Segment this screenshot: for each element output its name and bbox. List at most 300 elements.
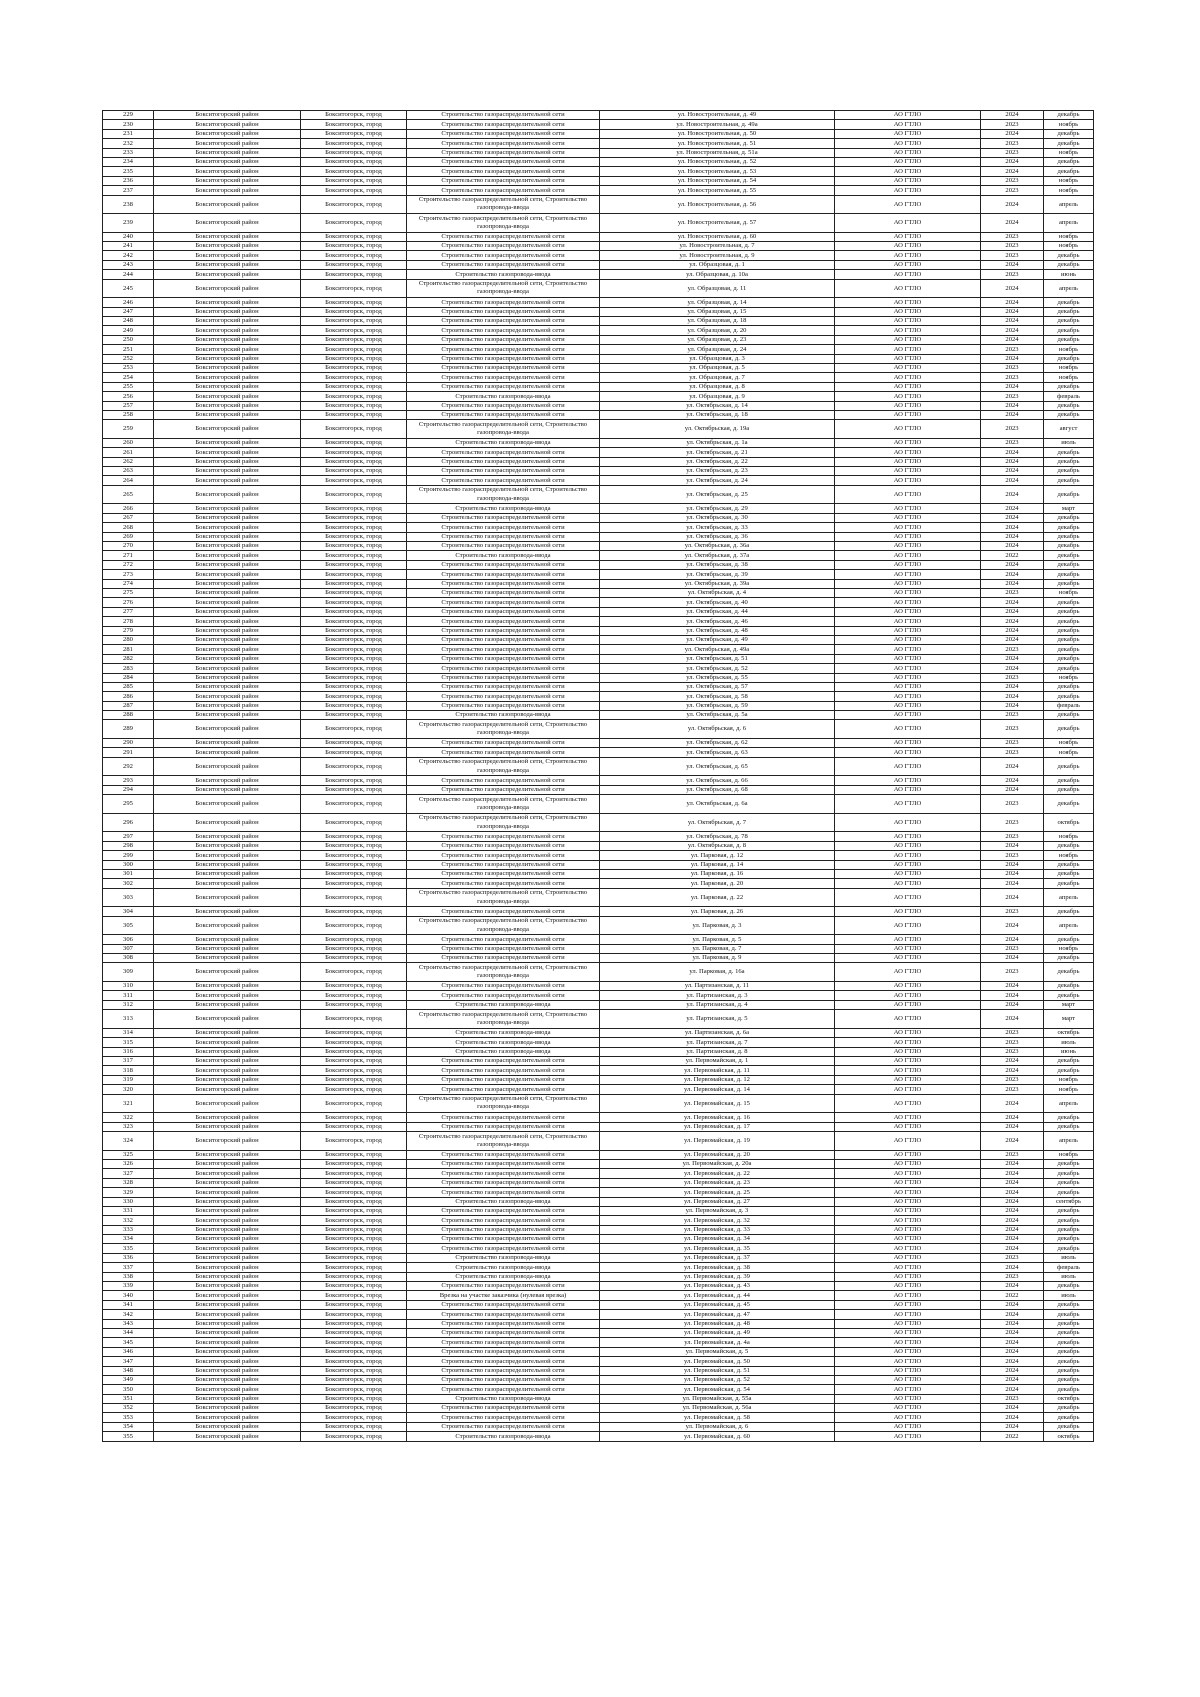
address-cell: ул. Парковая, д. 3 xyxy=(600,916,835,935)
table-row xyxy=(103,692,1094,701)
work-type-cell: Строительство газораспределительной сети xyxy=(407,645,600,654)
contractor-cell: АО ГТЛО xyxy=(835,1394,981,1403)
month-cell: декабрь xyxy=(1044,1235,1094,1244)
work-type-cell: Строительство газораспределительной сети xyxy=(407,382,600,391)
district-cell: Бокситогорский район xyxy=(154,682,301,691)
table-row xyxy=(103,579,1094,588)
settlement-cell: Бокситогорск, город xyxy=(301,1169,407,1178)
year-cell: 2023 xyxy=(981,270,1044,279)
table-row xyxy=(103,1328,1094,1337)
row-number-cell: 269 xyxy=(103,532,154,541)
work-type-cell: Строительство газораспределительной сети xyxy=(407,588,600,597)
month-cell: июнь xyxy=(1044,270,1094,279)
settlement-cell: Бокситогорск, город xyxy=(301,935,407,944)
row-number-cell: 319 xyxy=(103,1075,154,1084)
settlement-cell: Бокситогорск, город xyxy=(301,270,407,279)
row-number-cell: 308 xyxy=(103,954,154,963)
work-type-cell: Строительство газораспределительной сети xyxy=(407,260,600,269)
work-type-cell: Строительство газораспределительной сети xyxy=(407,944,600,953)
settlement-cell: Бокситогорск, город xyxy=(301,832,407,841)
district-cell: Бокситогорский район xyxy=(154,711,301,720)
month-cell: декабрь xyxy=(1044,1319,1094,1328)
year-cell: 2024 xyxy=(981,542,1044,551)
district-cell: Бокситогорский район xyxy=(154,1085,301,1094)
district-cell: Бокситогорский район xyxy=(154,795,301,814)
settlement-cell: Бокситогорск, город xyxy=(301,851,407,860)
year-cell: 2024 xyxy=(981,457,1044,466)
year-cell: 2024 xyxy=(981,1225,1044,1234)
settlement-cell: Бокситогорск, город xyxy=(301,1263,407,1272)
contractor-cell: АО ГТЛО xyxy=(835,457,981,466)
table-row xyxy=(103,1028,1094,1037)
address-cell: ул. Первомайская, д. 14 xyxy=(600,1085,835,1094)
district-cell: Бокситогорский район xyxy=(154,1131,301,1150)
contractor-cell: АО ГТЛО xyxy=(835,317,981,326)
table-row xyxy=(103,626,1094,635)
address-cell: ул. Октябрьская, д. 19а xyxy=(600,420,835,439)
month-cell: октябрь xyxy=(1044,813,1094,832)
table-row xyxy=(103,504,1094,513)
table-row xyxy=(103,851,1094,860)
work-type-cell: Строительство газопровода-ввода xyxy=(407,1272,600,1281)
district-cell: Бокситогорский район xyxy=(154,991,301,1000)
work-type-cell: Строительство газораспределительной сети xyxy=(407,111,600,120)
settlement-cell: Бокситогорск, город xyxy=(301,888,407,907)
month-cell: декабрь xyxy=(1044,785,1094,794)
year-cell: 2024 xyxy=(981,1122,1044,1131)
month-cell: декабрь xyxy=(1044,139,1094,148)
district-cell: Бокситогорский район xyxy=(154,916,301,935)
row-number-cell: 326 xyxy=(103,1159,154,1168)
address-cell: ул. Октябрьская, д. 49 xyxy=(600,635,835,644)
month-cell: декабрь xyxy=(1044,1357,1094,1366)
address-cell: ул. Октябрьская, д. 22 xyxy=(600,457,835,466)
contractor-cell: АО ГТЛО xyxy=(835,841,981,850)
contractor-cell: АО ГТЛО xyxy=(835,1404,981,1413)
table-row xyxy=(103,195,1094,214)
month-cell: декабрь xyxy=(1044,654,1094,663)
contractor-cell: АО ГТЛО xyxy=(835,607,981,616)
address-cell: ул. Октябрьская, д. 66 xyxy=(600,776,835,785)
row-number-cell: 258 xyxy=(103,410,154,419)
contractor-cell: АО ГТЛО xyxy=(835,1206,981,1215)
row-number-cell: 347 xyxy=(103,1357,154,1366)
row-number-cell: 355 xyxy=(103,1432,154,1441)
district-cell: Бокситогорский район xyxy=(154,326,301,335)
work-type-cell: Строительство газораспределительной сети xyxy=(407,1244,600,1253)
address-cell: ул. Образцовая, д. 10а xyxy=(600,270,835,279)
year-cell: 2024 xyxy=(981,935,1044,944)
contractor-cell: АО ГТЛО xyxy=(835,476,981,485)
year-cell: 2024 xyxy=(981,532,1044,541)
work-type-cell: Строительство газопровода-ввода xyxy=(407,1253,600,1262)
settlement-cell: Бокситогорск, город xyxy=(301,1113,407,1122)
table-row xyxy=(103,701,1094,710)
district-cell: Бокситогорский район xyxy=(154,438,301,447)
address-cell: ул. Образцовая, д. 1 xyxy=(600,260,835,269)
row-number-cell: 314 xyxy=(103,1028,154,1037)
address-cell: ул. Образцовая, д. 15 xyxy=(600,307,835,316)
contractor-cell: АО ГТЛО xyxy=(835,298,981,307)
row-number-cell: 254 xyxy=(103,373,154,382)
settlement-cell: Бокситогорск, город xyxy=(301,214,407,233)
year-cell: 2024 xyxy=(981,701,1044,710)
table-row xyxy=(103,879,1094,888)
district-cell: Бокситогорский район xyxy=(154,1366,301,1375)
work-type-cell: Строительство газораспределительной сети, Строительство газопровода-ввода xyxy=(407,720,600,739)
row-number-cell: 291 xyxy=(103,748,154,757)
settlement-cell: Бокситогорск, город xyxy=(301,1197,407,1206)
work-type-cell: Строительство газораспределительной сети xyxy=(407,1310,600,1319)
address-cell: ул. Октябрьская, д. 52 xyxy=(600,664,835,673)
work-type-cell: Строительство газораспределительной сети xyxy=(407,832,600,841)
month-cell: декабрь xyxy=(1044,1159,1094,1168)
district-cell: Бокситогорский район xyxy=(154,373,301,382)
address-cell: ул. Парковая, д. 22 xyxy=(600,888,835,907)
year-cell: 2023 xyxy=(981,832,1044,841)
year-cell: 2024 xyxy=(981,1159,1044,1168)
work-type-cell: Строительство газораспределительной сети xyxy=(407,448,600,457)
contractor-cell: АО ГТЛО xyxy=(835,1000,981,1009)
work-type-cell: Строительство газораспределительной сети xyxy=(407,354,600,363)
table-row xyxy=(103,1300,1094,1309)
address-cell: ул. Парковая, д. 5 xyxy=(600,935,835,944)
contractor-cell: АО ГТЛО xyxy=(835,739,981,748)
work-type-cell: Строительство газораспределительной сети xyxy=(407,841,600,850)
district-cell: Бокситогорский район xyxy=(154,813,301,832)
row-number-cell: 332 xyxy=(103,1216,154,1225)
district-cell: Бокситогорский район xyxy=(154,345,301,354)
work-type-cell: Строительство газораспределительной сети xyxy=(407,1057,600,1066)
district-cell: Бокситогорский район xyxy=(154,195,301,214)
district-cell: Бокситогорский район xyxy=(154,476,301,485)
table-row xyxy=(103,1085,1094,1094)
work-type-cell: Строительство газораспределительной сети xyxy=(407,1150,600,1159)
contractor-cell: АО ГТЛО xyxy=(835,682,981,691)
month-cell: декабрь xyxy=(1044,1422,1094,1431)
address-cell: ул. Первомайская, д. 34 xyxy=(600,1235,835,1244)
row-number-cell: 327 xyxy=(103,1169,154,1178)
month-cell: декабрь xyxy=(1044,635,1094,644)
work-type-cell: Строительство газораспределительной сети, Строительство газопровода-ввода xyxy=(407,813,600,832)
district-cell: Бокситогорский район xyxy=(154,542,301,551)
contractor-cell: АО ГТЛО xyxy=(835,1178,981,1187)
district-cell: Бокситогорский район xyxy=(154,1000,301,1009)
contractor-cell: АО ГТЛО xyxy=(835,1385,981,1394)
settlement-cell: Бокситогорск, город xyxy=(301,1272,407,1281)
row-number-cell: 268 xyxy=(103,523,154,532)
row-number-cell: 348 xyxy=(103,1366,154,1375)
district-cell: Бокситогорский район xyxy=(154,1075,301,1084)
address-cell: ул. Октябрьская, д. 29 xyxy=(600,504,835,513)
district-cell: Бокситогорский район xyxy=(154,523,301,532)
month-cell: декабрь xyxy=(1044,167,1094,176)
work-type-cell: Строительство газораспределительной сети xyxy=(407,1206,600,1215)
year-cell: 2024 xyxy=(981,410,1044,419)
month-cell: декабрь xyxy=(1044,1282,1094,1291)
row-number-cell: 330 xyxy=(103,1197,154,1206)
address-cell: ул. Октябрьская, д. 51 xyxy=(600,654,835,663)
year-cell: 2024 xyxy=(981,1113,1044,1122)
address-cell: ул. Октябрьская, д. 6а xyxy=(600,795,835,814)
table-row xyxy=(103,785,1094,794)
settlement-cell: Бокситогорск, город xyxy=(301,1047,407,1056)
table-row xyxy=(103,841,1094,850)
contractor-cell: АО ГТЛО xyxy=(835,1347,981,1356)
settlement-cell: Бокситогорск, город xyxy=(301,570,407,579)
settlement-cell: Бокситогорск, город xyxy=(301,635,407,644)
address-cell: ул. Октябрьская, д. 4 xyxy=(600,588,835,597)
district-cell: Бокситогорский район xyxy=(154,673,301,682)
settlement-cell: Бокситогорск, город xyxy=(301,1085,407,1094)
month-cell: декабрь xyxy=(1044,1225,1094,1234)
table-row xyxy=(103,485,1094,504)
row-number-cell: 283 xyxy=(103,664,154,673)
month-cell: декабрь xyxy=(1044,457,1094,466)
work-type-cell: Строительство газораспределительной сети xyxy=(407,1169,600,1178)
settlement-cell: Бокситогорск, город xyxy=(301,991,407,1000)
table-row xyxy=(103,907,1094,916)
contractor-cell: АО ГТЛО xyxy=(835,523,981,532)
settlement-cell: Бокситогорск, город xyxy=(301,467,407,476)
row-number-cell: 277 xyxy=(103,607,154,616)
address-cell: ул. Октябрьская, д. 36а xyxy=(600,542,835,551)
district-cell: Бокситогорский район xyxy=(154,1159,301,1168)
table-row xyxy=(103,1385,1094,1394)
row-number-cell: 243 xyxy=(103,260,154,269)
row-number-cell: 295 xyxy=(103,795,154,814)
table-row xyxy=(103,326,1094,335)
address-cell: ул. Первомайская, д. 12 xyxy=(600,1075,835,1084)
month-cell: декабрь xyxy=(1044,607,1094,616)
contractor-cell: АО ГТЛО xyxy=(835,851,981,860)
settlement-cell: Бокситогорск, город xyxy=(301,1338,407,1347)
settlement-cell: Бокситогорск, город xyxy=(301,410,407,419)
gasification-schedule-table xyxy=(102,110,1094,1442)
contractor-cell: АО ГТЛО xyxy=(835,1122,981,1131)
month-cell: декабрь xyxy=(1044,935,1094,944)
table-row xyxy=(103,963,1094,982)
address-cell: ул. Октябрьская, д. 6 xyxy=(600,720,835,739)
address-cell: ул. Первомайская, д. 16 xyxy=(600,1113,835,1122)
contractor-cell: АО ГТЛО xyxy=(835,354,981,363)
work-type-cell: Строительство газораспределительной сети xyxy=(407,851,600,860)
settlement-cell: Бокситогорск, город xyxy=(301,542,407,551)
contractor-cell: АО ГТЛО xyxy=(835,1319,981,1328)
table-row xyxy=(103,401,1094,410)
row-number-cell: 350 xyxy=(103,1385,154,1394)
year-cell: 2023 xyxy=(981,420,1044,439)
row-number-cell: 298 xyxy=(103,841,154,850)
year-cell: 2024 xyxy=(981,579,1044,588)
settlement-cell: Бокситогорск, город xyxy=(301,176,407,185)
month-cell: декабрь xyxy=(1044,598,1094,607)
contractor-cell: АО ГТЛО xyxy=(835,654,981,663)
work-type-cell: Строительство газопровода-ввода xyxy=(407,1263,600,1272)
contractor-cell: АО ГТЛО xyxy=(835,1010,981,1029)
address-cell: ул. Образцовая, д. 23 xyxy=(600,335,835,344)
contractor-cell: АО ГТЛО xyxy=(835,1422,981,1431)
contractor-cell: АО ГТЛО xyxy=(835,1272,981,1281)
table-row xyxy=(103,1216,1094,1225)
table-row xyxy=(103,345,1094,354)
district-cell: Бокситогорский район xyxy=(154,963,301,982)
year-cell: 2023 xyxy=(981,1085,1044,1094)
table-row xyxy=(103,1263,1094,1272)
row-number-cell: 353 xyxy=(103,1413,154,1422)
address-cell: ул. Октябрьская, д. 39а xyxy=(600,579,835,588)
table-row xyxy=(103,438,1094,447)
work-type-cell: Строительство газораспределительной сети xyxy=(407,1404,600,1413)
month-cell: февраль xyxy=(1044,1263,1094,1272)
contractor-cell: АО ГТЛО xyxy=(835,1253,981,1262)
table-row xyxy=(103,869,1094,878)
district-cell: Бокситогорский район xyxy=(154,1282,301,1291)
year-cell: 2024 xyxy=(981,1328,1044,1337)
year-cell: 2023 xyxy=(981,645,1044,654)
year-cell: 2023 xyxy=(981,139,1044,148)
work-type-cell: Строительство газораспределительной сети xyxy=(407,523,600,532)
work-type-cell: Строительство газораспределительной сети, Строительство газопровода-ввода xyxy=(407,795,600,814)
table-row xyxy=(103,1432,1094,1441)
table-row xyxy=(103,673,1094,682)
address-cell: ул. Новостроительная, д. 7 xyxy=(600,242,835,251)
table-row xyxy=(103,476,1094,485)
settlement-cell: Бокситогорск, город xyxy=(301,560,407,569)
month-cell: декабрь xyxy=(1044,982,1094,991)
contractor-cell: АО ГТЛО xyxy=(835,542,981,551)
row-number-cell: 282 xyxy=(103,654,154,663)
table-row xyxy=(103,1197,1094,1206)
settlement-cell: Бокситогорск, город xyxy=(301,401,407,410)
year-cell: 2022 xyxy=(981,1432,1044,1441)
settlement-cell: Бокситогорск, город xyxy=(301,195,407,214)
month-cell: декабрь xyxy=(1044,1413,1094,1422)
district-cell: Бокситогорский район xyxy=(154,485,301,504)
contractor-cell: АО ГТЛО xyxy=(835,1159,981,1168)
table-row xyxy=(103,1000,1094,1009)
year-cell: 2024 xyxy=(981,607,1044,616)
row-number-cell: 232 xyxy=(103,139,154,148)
work-type-cell: Строительство газопровода-ввода xyxy=(407,1000,600,1009)
year-cell: 2024 xyxy=(981,682,1044,691)
contractor-cell: АО ГТЛО xyxy=(835,916,981,935)
contractor-cell: АО ГТЛО xyxy=(835,598,981,607)
work-type-cell: Строительство газораспределительной сети xyxy=(407,579,600,588)
month-cell: ноябрь xyxy=(1044,1075,1094,1084)
work-type-cell: Строительство газораспределительной сети xyxy=(407,467,600,476)
month-cell: декабрь xyxy=(1044,1206,1094,1215)
address-cell: ул. Образцовая, д. 20 xyxy=(600,326,835,335)
district-cell: Бокситогорский район xyxy=(154,551,301,560)
table-row xyxy=(103,392,1094,401)
year-cell: 2024 xyxy=(981,1169,1044,1178)
address-cell: ул. Образцовая, д. 9 xyxy=(600,392,835,401)
year-cell: 2024 xyxy=(981,307,1044,316)
table-row xyxy=(103,242,1094,251)
year-cell: 2024 xyxy=(981,298,1044,307)
table-row xyxy=(103,420,1094,439)
settlement-cell: Бокситогорск, город xyxy=(301,373,407,382)
address-cell: ул. Образцовая, д. 7 xyxy=(600,373,835,382)
table-row xyxy=(103,795,1094,814)
month-cell: декабрь xyxy=(1044,841,1094,850)
year-cell: 2023 xyxy=(981,148,1044,157)
contractor-cell: АО ГТЛО xyxy=(835,186,981,195)
contractor-cell: АО ГТЛО xyxy=(835,860,981,869)
district-cell: Бокситогорский район xyxy=(154,335,301,344)
district-cell: Бокситогорский район xyxy=(154,1066,301,1075)
district-cell: Бокситогорский район xyxy=(154,1310,301,1319)
month-cell: декабрь xyxy=(1044,532,1094,541)
address-cell: ул. Первомайская, д. 58 xyxy=(600,1413,835,1422)
address-cell: ул. Октябрьская, д. 68 xyxy=(600,785,835,794)
row-number-cell: 336 xyxy=(103,1253,154,1262)
row-number-cell: 317 xyxy=(103,1057,154,1066)
row-number-cell: 278 xyxy=(103,617,154,626)
year-cell: 2023 xyxy=(981,1394,1044,1403)
table-row xyxy=(103,1066,1094,1075)
contractor-cell: АО ГТЛО xyxy=(835,1432,981,1441)
district-cell: Бокситогорский район xyxy=(154,748,301,757)
row-number-cell: 313 xyxy=(103,1010,154,1029)
address-cell: ул. Октябрьская, д. 36 xyxy=(600,532,835,541)
address-cell: ул. Парковая, д. 20 xyxy=(600,879,835,888)
month-cell: октябрь xyxy=(1044,1394,1094,1403)
work-type-cell: Строительство газораспределительной сети xyxy=(407,739,600,748)
row-number-cell: 262 xyxy=(103,457,154,466)
year-cell: 2024 xyxy=(981,401,1044,410)
year-cell: 2024 xyxy=(981,692,1044,701)
work-type-cell: Строительство газораспределительной сети xyxy=(407,176,600,185)
year-cell: 2024 xyxy=(981,1131,1044,1150)
settlement-cell: Бокситогорск, город xyxy=(301,785,407,794)
contractor-cell: АО ГТЛО xyxy=(835,420,981,439)
year-cell: 2023 xyxy=(981,232,1044,241)
year-cell: 2024 xyxy=(981,869,1044,878)
work-type-cell: Строительство газораспределительной сети xyxy=(407,982,600,991)
district-cell: Бокситогорский район xyxy=(154,232,301,241)
work-type-cell: Строительство газораспределительной сети xyxy=(407,1113,600,1122)
table-row xyxy=(103,1047,1094,1056)
work-type-cell: Строительство газораспределительной сети, Строительство газопровода-ввода xyxy=(407,757,600,776)
contractor-cell: АО ГТЛО xyxy=(835,1150,981,1159)
district-cell: Бокситогорский район xyxy=(154,692,301,701)
settlement-cell: Бокситогорск, город xyxy=(301,1432,407,1441)
settlement-cell: Бокситогорск, город xyxy=(301,485,407,504)
district-cell: Бокситогорский район xyxy=(154,1010,301,1029)
table-row xyxy=(103,1122,1094,1131)
address-cell: ул. Первомайская, д. 39 xyxy=(600,1272,835,1281)
district-cell: Бокситогорский район xyxy=(154,598,301,607)
table-row xyxy=(103,111,1094,120)
year-cell: 2023 xyxy=(981,438,1044,447)
row-number-cell: 325 xyxy=(103,1150,154,1159)
table-row xyxy=(103,157,1094,166)
settlement-cell: Бокситогорск, город xyxy=(301,654,407,663)
month-cell: ноябрь xyxy=(1044,1150,1094,1159)
address-cell: ул. Первомайская, д. 50 xyxy=(600,1357,835,1366)
contractor-cell: АО ГТЛО xyxy=(835,307,981,316)
month-cell: декабрь xyxy=(1044,757,1094,776)
settlement-cell: Бокситогорск, город xyxy=(301,232,407,241)
contractor-cell: АО ГТЛО xyxy=(835,692,981,701)
settlement-cell: Бокситогорск, город xyxy=(301,1328,407,1337)
district-cell: Бокситогорский район xyxy=(154,148,301,157)
address-cell: ул. Октябрьская, д. 18 xyxy=(600,410,835,419)
year-cell: 2023 xyxy=(981,673,1044,682)
contractor-cell: АО ГТЛО xyxy=(835,270,981,279)
